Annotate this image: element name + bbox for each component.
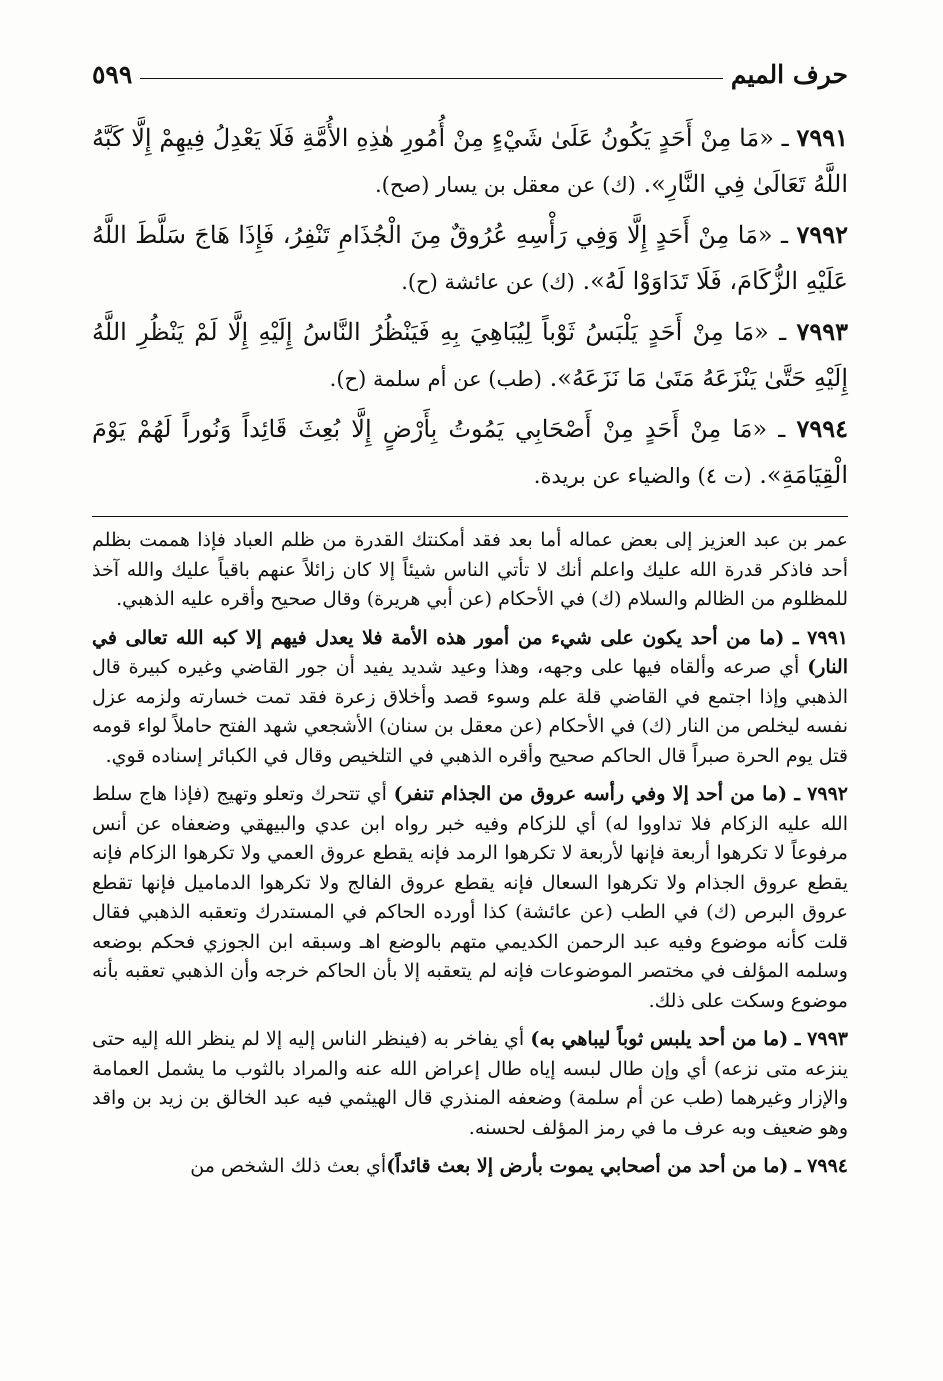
- commentary-lead: ٧٩٩١ ـ (ما من أحد يكون على شيء من أمور هذه الأمة فلا يعدل فيهم إلا كبه الله تعالى في النار): [92, 626, 848, 678]
- commentary-lead: ٧٩٩٣ ـ (ما من أحد يلبس ثوباً ليباهي به): [530, 1028, 848, 1050]
- commentary-body: أي يفاخر به (فينظر الناس إليه إلا لم ينظر الله إليه حتى ينزعه متى نزعه) أي وإن طال لبسه إياه طال إعراض الله عنه والمراد بالثوب ما يشمل العمامة والإزار وغيرهما (طب عن أم سلمة) وضعفه المنذري قال الهيثمي فيه عبد الخالق بن زيد بن واقد وهو ضعيف وبه عرف ما في رمز المؤلف لحسنه.: [92, 1028, 848, 1139]
- hadith-entry: ٧٩٩٣ ـ «مَا مِنْ أَحَدٍ يَلْبَسُ ثَوْباً لِيُبَاهِيَ بِهِ فَيَنْظُرُ النَّاسُ إِلَيْهِ إِلَّا لَمْ يَنْظُرِ اللَّهُ إِلَيْهِ حَتَّىٰ يَنْزَعَهُ مَتَىٰ مَا نَزَعَهُ». (طب) عن أم سلمة (ح).: [92, 317, 848, 392]
- chapter-title: حرف الميم: [730, 59, 848, 89]
- hadith-text: «مَا مِنْ أَحَدٍ مِنْ أَصْحَابِي يَمُوتُ بِأَرْضٍ إِلَّا بُعِثَ قَائِداً وَنُوراً لَهُمْ يَوْمَ الْقِيَامَةِ».: [92, 415, 848, 489]
- commentary-body: أي تتحرك وتعلو وتهيج (فإذا هاج سلط الله عليه الزكام فلا تداووا له) أي للزكام وفيه خبر رواه ابن عدي والبيهقي وضعفاه عن أنس مرفوعاً لا تكرهوا أربعة فإنها لأربعة لا تكرهوا الرمد فإنه يقطع عروق العمي ولا تكرهوا الزكام فإنه يقطع عروق الجذام ولا تكرهوا السعال فإنه يقطع عروق الفالج ولا تكرهوا الدماميل فإنها تقطع عروق البرص (ك) في الطب (عن عائشة) كذا أورده الحاكم في المستدرك وتعقبه الذهبي فقال قلت كأنه موضوع وفيه عبد الرحمن الكديمي متهم بالوضع اهـ وسبقه ابن الجوزي فحكم بوضعه وسلمه المؤلف في مختصر الموضوعات فإنه لم يتعقبه إلا بأن الحاكم خرجه وأن الذهبي تعقبه بأنه موضوع وسكت على ذلك.: [92, 783, 848, 1012]
- hadith-reference: (ت ٤) والضياء عن بريدة.: [533, 464, 752, 488]
- hadith-text: «مَا مِنْ أَحَدٍ يَلْبَسُ ثَوْباً لِيُبَاهِيَ بِهِ فَيَنْظُرُ النَّاسُ إِلَيْهِ إِلَّا لَمْ يَنْظُرِ اللَّهُ إِلَيْهِ حَتَّىٰ يَنْزَعَهُ مَتَىٰ مَا نَزَعَهُ».: [92, 318, 848, 392]
- commentary-intro: عمر بن عبد العزيز إلى بعض عماله أما بعد فقد أمكنتك القدرة من ظلم العباد فإذا هممت بظلم أحد فاذكر قدرة الله عليك واعلم أنك لا تأتي الناس شيئاً إلا كان زائلاً عنهم باقياً عليك والله آخذ للمظلوم من الظالم والسلام (ك) في الأحكام (عن أبي هريرة) وقال صحيح وأقره عليه الذهبي.: [92, 529, 848, 610]
- commentary-section: [92, 526, 848, 1191]
- footnote-divider: [92, 516, 848, 517]
- hadith-number: ٧٩٩٢: [796, 220, 849, 249]
- hadith-reference: (ك) عن معقل بن يسار (صح).: [374, 173, 636, 197]
- hadith-entry: ٧٩٩١ ـ «مَا مِنْ أَحَدٍ يَكُونُ عَلَىٰ شَيْءٍ مِنْ أُمُورِ هٰذِهِ الأُمَّةِ فَلَا يَعْدِلُ فِيهِمْ إِلَّا كَبَّهُ اللَّهُ تَعَالَىٰ فِي النَّارِ». (ك) عن معقل بن يسار (صح).: [92, 123, 848, 198]
- hadith-entry: ٧٩٩٤ ـ «مَا مِنْ أَحَدٍ مِنْ أَصْحَابِي يَمُوتُ بِأَرْضٍ إِلَّا بُعِثَ قَائِداً وَنُوراً لَهُمْ يَوْمَ الْقِيَامَةِ». (ت ٤) والضياء عن بريدة.: [92, 414, 848, 489]
- commentary-body: أي بعث ذلك الشخص من: [190, 1155, 387, 1177]
- commentary-entry: [92, 624, 848, 772]
- hadith-reference: (طب) عن أم سلمة (ح).: [329, 367, 542, 391]
- hadith-entry: ٧٩٩٢ ـ «مَا مِنْ أَحَدٍ إِلَّا وَفِي رَأْسِهِ عُرُوقٌ مِنَ الْجُذَامِ تَنْفِرُ، فَإِذَا هَاجَ سَلَّطَ اللَّهُ عَلَيْهِ الزُّكَامَ، فَلَا تَدَاوَوْا لَهُ». (ك) عن عائشة (ح).: [92, 220, 849, 295]
- hadith-text: «مَا مِنْ أَحَدٍ يَكُونُ عَلَىٰ شَيْءٍ مِنْ أُمُورِ هٰذِهِ الأُمَّةِ فَلَا يَعْدِلُ فِيهِمْ إِلَّا كَبَّهُ اللَّهُ تَعَالَىٰ فِي النَّارِ».: [92, 124, 848, 198]
- commentary-entry: [92, 780, 848, 1016]
- hadith-reference: (ك) عن عائشة (ح).: [401, 270, 575, 294]
- commentary-body: أي صرعه وألقاه فيها على وجهه، وهذا وعيد شديد يفيد أن جور القاضي وغيره كبيرة قال الذهبي وإذا اجتمع في القاضي قلة علم وسوء قصد وأخلاق زعرة فقد تمت خسارته ولزمه عزل نفسه ليخلص من النار (ك) في الأحكام (عن معقل بن سنان) الأشجعي شهد الفتح حاملاً لواء قومه قتل يوم الحرة صبراً قال الحاكم صحيح وأقره الذهبي في التلخيص وقال في الكبائر إسناده قوي.: [92, 656, 848, 767]
- hadith-number: ٧٩٩٣: [796, 317, 848, 346]
- commentary-entry: [92, 1025, 848, 1143]
- commentary-lead: ٧٩٩٤ ـ (ما من أحد من أصحابي يموت بأرض إلا بعث قائداً): [386, 1155, 848, 1177]
- commentary-lead: ٧٩٩٢ ـ (ما من أحد إلا وفي رأسه عروق من الجذام تنفر): [393, 783, 848, 805]
- hadith-section: [92, 115, 848, 503]
- commentary-entry: [92, 1152, 848, 1182]
- hadith-number: ٧٩٩٤: [796, 414, 848, 443]
- hadith-text: «مَا مِنْ أَحَدٍ إِلَّا وَفِي رَأْسِهِ عُرُوقٌ مِنَ الْجُذَامِ تَنْفِرُ، فَإِذَا هَاجَ سَلَّطَ اللَّهُ عَلَيْهِ الزُّكَامَ، فَلَا تَدَاوَوْا لَهُ».: [92, 221, 848, 295]
- header-rule: [140, 78, 723, 79]
- hadith-number: ٧٩٩١: [796, 123, 848, 152]
- page-number: ٥٩٩: [92, 59, 133, 89]
- page-header: [92, 52, 848, 96]
